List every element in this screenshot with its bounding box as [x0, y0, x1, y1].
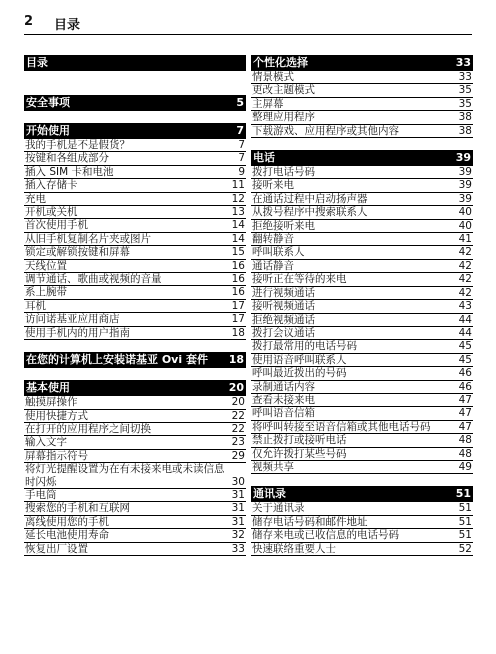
toc-section: [24, 95, 246, 111]
entry-page-number: 42: [458, 286, 472, 299]
toc-entry[interactable]: [251, 98, 473, 111]
entry-page-number: 51: [458, 529, 472, 542]
section-title: 开始使用: [26, 124, 70, 137]
entry-title: 下载游戏、应用程序或其他内容: [252, 124, 399, 137]
toc-entry[interactable]: [251, 111, 473, 124]
toc-entry[interactable]: [251, 354, 473, 367]
toc-entry[interactable]: [24, 179, 246, 192]
section-title: 通讯录: [253, 487, 286, 501]
entry-title: 充电: [25, 192, 46, 205]
section-heading[interactable]: [251, 486, 473, 502]
entry-page-number: 12: [231, 192, 245, 205]
entry-title: 使用语音呼叫联系人: [252, 353, 347, 366]
toc-entry[interactable]: [251, 394, 473, 407]
section-page-number: 51: [455, 487, 471, 501]
entry-title: 系上腕带: [25, 286, 67, 299]
entry-title: 储存电话号码和邮件地址: [252, 515, 368, 528]
entry-page-number: 30: [231, 475, 245, 488]
toc-left-column: [24, 55, 246, 568]
toc-entry[interactable]: [251, 206, 473, 219]
section-heading[interactable]: [251, 150, 473, 166]
entry-title: 调节通话、歌曲或视频的音量: [25, 273, 162, 286]
toc-entry[interactable]: [24, 543, 246, 556]
entry-title: 快速联络重要人士: [252, 542, 336, 555]
entry-page-number: 41: [458, 233, 472, 246]
section-page-number: 33: [455, 56, 471, 69]
toc-entry[interactable]: [24, 502, 246, 515]
entry-page-number: 29: [231, 449, 245, 462]
entry-page-number: 17: [231, 313, 245, 326]
entry-page-number: 18: [231, 326, 245, 339]
entry-title: 接听来电: [252, 179, 294, 192]
entry-page-number: 38: [458, 124, 472, 137]
entry-title: 呼叫语音信箱: [252, 407, 315, 420]
section-heading[interactable]: [24, 95, 246, 111]
toc-entry[interactable]: [24, 260, 246, 273]
toc-entry[interactable]: [251, 260, 473, 273]
entry-title: 更改主题模式: [252, 84, 315, 97]
toc-entry[interactable]: [24, 423, 246, 436]
section-heading[interactable]: [251, 55, 473, 71]
entry-title: 接听视频通话: [252, 300, 315, 313]
entry-page-number: 51: [458, 515, 472, 528]
entry-page-number: 45: [458, 340, 472, 353]
entry-page-number: 14: [231, 232, 245, 245]
section-page-number: 39: [455, 151, 471, 165]
entry-title: 恢复出厂设置: [25, 542, 88, 555]
entry-page-number: 20: [231, 396, 245, 409]
toc-entry[interactable]: [251, 246, 473, 259]
toc-entry[interactable]: [24, 313, 246, 326]
toc-entry[interactable]: [251, 502, 473, 515]
toc-entry[interactable]: [24, 489, 246, 502]
toc-section: [251, 150, 473, 474]
toc-entry[interactable]: [24, 286, 246, 299]
toc-entry[interactable]: [251, 340, 473, 353]
entry-title: 主屏幕: [252, 97, 284, 110]
toc-entry[interactable]: [24, 206, 246, 219]
entry-page-number: 44: [458, 326, 472, 339]
entry-title: 搜索您的手机和互联网: [25, 502, 130, 515]
entry-title: 拨打最常用的电话号码: [252, 340, 357, 353]
entry-page-number: 43: [458, 300, 472, 313]
toc-title: 目录: [24, 55, 246, 71]
entry-page-number: 32: [231, 529, 245, 542]
entry-title: 仅允许拨打某些号码: [252, 447, 347, 460]
toc-entry[interactable]: [251, 273, 473, 286]
entry-page-number: 42: [458, 259, 472, 272]
toc-entry[interactable]: [251, 166, 473, 179]
entry-page-number: 47: [458, 407, 472, 420]
entry-page-number: 45: [458, 353, 472, 366]
toc-section: [24, 123, 246, 340]
entry-page-number: 49: [458, 460, 472, 473]
toc-entry[interactable]: [251, 220, 473, 233]
entry-page-number: 46: [458, 367, 472, 380]
toc-entry[interactable]: [24, 246, 246, 259]
entry-page-number: 23: [231, 436, 245, 449]
entry-title: 首次使用手机: [25, 219, 88, 232]
entry-title: 访问诺基亚应用商店: [25, 313, 120, 326]
page-header: [24, 12, 472, 35]
entry-page-number: 11: [231, 179, 245, 192]
entry-title: 使用快捷方式: [25, 409, 88, 422]
toc-entry[interactable]: [251, 125, 473, 138]
entry-title: 插入存储卡: [25, 179, 78, 192]
entry-page-number: 9: [238, 165, 245, 178]
toc-entry[interactable]: [24, 139, 246, 152]
toc-entry[interactable]: [251, 287, 473, 300]
entry-title: 呼叫最近拨出的号码: [252, 367, 347, 380]
entry-title: 禁止拨打或接听电话: [252, 434, 347, 447]
toc-section: [24, 380, 246, 556]
entry-page-number: 15: [231, 246, 245, 259]
entry-title: 手电筒: [25, 488, 57, 501]
toc-entry[interactable]: [24, 410, 246, 423]
entry-page-number: 7: [238, 152, 245, 165]
toc-entry[interactable]: [24, 516, 246, 529]
entry-title: 关于通讯录: [252, 502, 305, 515]
entry-page-number: 16: [231, 286, 245, 299]
entry-page-number: 47: [458, 420, 472, 433]
entry-title: 接听正在等待的来电: [252, 273, 347, 286]
entry-page-number: 33: [458, 71, 472, 83]
toc-entry[interactable]: [24, 327, 246, 340]
entry-page-number: 35: [458, 84, 472, 97]
entry-title: 延长电池使用寿命: [25, 529, 109, 542]
entry-page-number: 39: [458, 192, 472, 205]
entry-title: 按键和各组成部分: [25, 152, 109, 165]
entry-page-number: 22: [231, 422, 245, 435]
entry-title: 通话静音: [252, 259, 294, 272]
toc-entry[interactable]: [251, 84, 473, 97]
section-page-number: 20: [228, 381, 244, 395]
toc-entry[interactable]: [24, 396, 246, 409]
entry-page-number: 48: [458, 434, 472, 447]
toc-entry[interactable]: [24, 193, 246, 206]
entry-page-number: 42: [458, 246, 472, 259]
entry-title: 耳机: [25, 299, 46, 312]
entry-title: 将呼叫转接至语音信箱或其他电话号码: [252, 420, 431, 433]
toc-entry[interactable]: [251, 421, 473, 434]
toc-entry[interactable]: [24, 219, 246, 232]
entry-page-number: 52: [458, 542, 472, 555]
toc-entry[interactable]: [24, 436, 246, 449]
section-page-number: 7: [236, 124, 244, 137]
toc-entry[interactable]: [251, 71, 473, 84]
entry-title: 屏幕指示符号: [25, 449, 88, 462]
toc-entry[interactable]: [251, 233, 473, 246]
entry-title: 查看未接来电: [252, 393, 315, 406]
toc-entry[interactable]: [251, 193, 473, 206]
toc-section: [251, 486, 473, 556]
entry-page-number: 38: [458, 111, 472, 124]
entry-page-number: 7: [238, 139, 245, 151]
entry-page-number: 22: [231, 409, 245, 422]
toc-entry[interactable]: [251, 434, 473, 447]
entry-page-number: 33: [231, 542, 245, 555]
page-number: 2: [24, 14, 34, 29]
entry-title: 在打开的应用程序之间切换: [25, 422, 151, 435]
entry-page-number: 31: [231, 515, 245, 528]
entry-page-number: 16: [231, 259, 245, 272]
toc-entry[interactable]: [24, 273, 246, 286]
entry-title: 离线使用您的手机: [25, 515, 109, 528]
entry-page-number: 35: [458, 97, 472, 110]
toc-entry[interactable]: [24, 529, 246, 542]
entry-title: 呼叫联系人: [252, 246, 305, 259]
section-title: 在您的计算机上安装诺基亚 Ovi 套件: [26, 353, 208, 367]
entry-title: 开机或关机: [25, 206, 78, 219]
entry-page-number: 39: [458, 179, 472, 192]
entry-title: 拒绝视频通话: [252, 313, 315, 326]
entry-title: 将灯光提醒设置为在有未接来电或未读信息时闪烁: [25, 463, 225, 488]
section-page-number: 5: [236, 96, 244, 109]
entry-page-number: 16: [231, 273, 245, 286]
entry-page-number: 17: [231, 299, 245, 312]
section-title: 安全事项: [26, 96, 70, 109]
section-title: 个性化选择: [253, 56, 308, 69]
section-heading[interactable]: [24, 352, 246, 368]
entry-title: 插入 SIM 卡和电池: [25, 165, 114, 178]
entry-title: 在通话过程中启动扬声器: [252, 192, 368, 205]
toc-entry[interactable]: [251, 327, 473, 340]
toc-entry[interactable]: [24, 450, 246, 463]
toc-entry[interactable]: [251, 529, 473, 542]
toc-entry[interactable]: [251, 543, 473, 556]
entry-page-number: 51: [458, 502, 472, 515]
entry-title: 从拨号程序中搜索联系人: [252, 206, 368, 219]
toc-entry[interactable]: [24, 300, 246, 313]
toc-entry[interactable]: [251, 448, 473, 461]
entry-title: 使用手机内的用户指南: [25, 326, 130, 339]
toc-entry[interactable]: [251, 516, 473, 529]
entry-page-number: 48: [458, 447, 472, 460]
entry-title: 输入文字: [25, 436, 67, 449]
header-title: 目录: [54, 18, 81, 33]
entry-page-number: 31: [231, 488, 245, 501]
entry-title: 我的手机是不是假货？: [25, 139, 130, 151]
toc-entry[interactable]: [251, 300, 473, 313]
entry-title: 拨打电话号码: [252, 166, 315, 179]
entry-title: 从旧手机复制名片夹或图片: [25, 232, 151, 245]
section-heading[interactable]: [24, 123, 246, 139]
entry-title: 锁定或解锁按键和屏幕: [25, 246, 130, 259]
entry-title: 视频共享: [252, 460, 294, 473]
entry-page-number: 47: [458, 393, 472, 406]
toc-entry[interactable]: [251, 179, 473, 192]
entry-title: 触摸屏操作: [25, 396, 78, 409]
entry-title: 录制通话内容: [252, 380, 315, 393]
entry-title: 天线位置: [25, 259, 67, 272]
entry-title: 储存来电或已收信息的电话号码: [252, 529, 399, 542]
toc-right-column: [251, 55, 473, 568]
section-title: 基本使用: [26, 381, 70, 395]
toc-entry[interactable]: [251, 314, 473, 327]
toc-entry[interactable]: [24, 166, 246, 179]
section-heading[interactable]: [24, 380, 246, 396]
entry-page-number: 44: [458, 313, 472, 326]
entry-page-number: 42: [458, 273, 472, 286]
toc-section: [251, 55, 473, 138]
toc-entry[interactable]: [24, 463, 246, 489]
entry-page-number: 31: [231, 502, 245, 515]
toc-section: [24, 352, 246, 368]
entry-title: 翻转静音: [252, 233, 294, 246]
toc-entry[interactable]: [24, 152, 246, 165]
entry-title: 拒绝接听来电: [252, 219, 315, 232]
entry-title: 进行视频通话: [252, 286, 315, 299]
entry-page-number: 14: [231, 219, 245, 232]
toc-entry[interactable]: [251, 381, 473, 394]
toc-entry[interactable]: [24, 233, 246, 246]
entry-title: 整理应用程序: [252, 111, 315, 124]
section-page-number: 18: [228, 353, 244, 367]
entry-title: 情景模式: [252, 71, 294, 83]
section-title: 电话: [253, 151, 275, 165]
entry-page-number: 40: [458, 219, 472, 232]
toc-entry[interactable]: [251, 461, 473, 474]
toc-entry[interactable]: [251, 367, 473, 380]
entry-title: 拨打会议通话: [252, 326, 315, 339]
toc-entry[interactable]: [251, 407, 473, 420]
entry-page-number: 46: [458, 380, 472, 393]
entry-page-number: 40: [458, 206, 472, 219]
entry-page-number: 39: [458, 166, 472, 179]
entry-page-number: 13: [231, 206, 245, 219]
